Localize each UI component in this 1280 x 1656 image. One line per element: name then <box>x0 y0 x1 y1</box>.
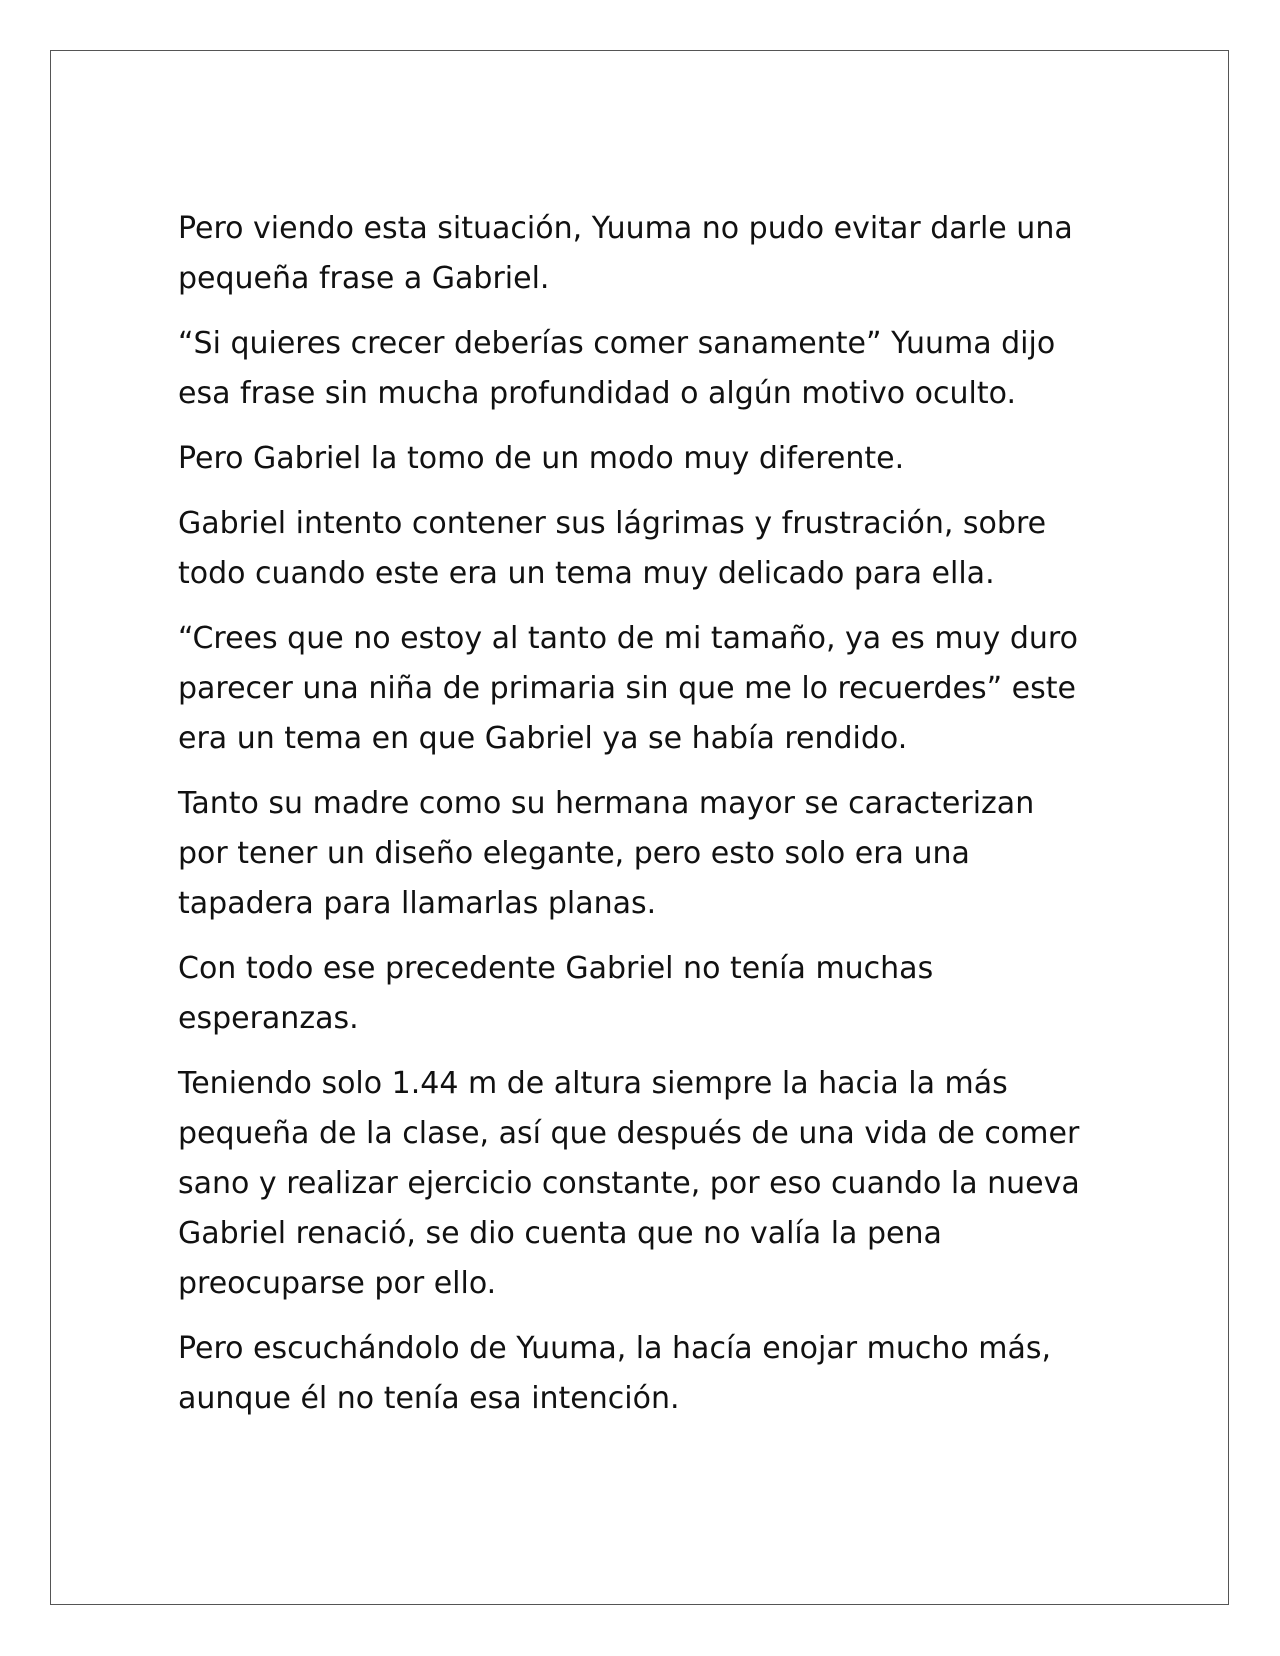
text-line: pequeña de la clase, así que después de una vida de comer <box>178 1116 1080 1151</box>
text-line: esperanzas. <box>178 1001 359 1036</box>
paragraph <box>178 779 1118 929</box>
document-body <box>178 204 1118 1439</box>
text-line: Gabriel intento contener sus lágrimas y frustración, sobre <box>178 506 1047 541</box>
text-line: sano y realizar ejercicio constante, por eso cuando la nueva <box>178 1166 1080 1201</box>
text-line: esa frase sin mucha profundidad o algún motivo oculto. <box>178 376 1016 411</box>
text-line: pequeña frase a Gabriel. <box>178 261 550 296</box>
text-line: Pero viendo esta situación, Yuuma no pudo evitar darle una <box>178 211 1073 246</box>
text-line: Pero Gabriel la tomo de un modo muy diferente. <box>178 441 905 476</box>
text-line: Tanto su madre como su hermana mayor se caracterizan <box>178 786 1035 821</box>
paragraph <box>178 319 1118 419</box>
paragraph <box>178 434 1118 484</box>
paragraph <box>178 499 1118 599</box>
paragraph <box>178 614 1118 764</box>
text-line: Pero escuchándolo de Yuuma, la hacía enojar mucho más, <box>178 1331 1052 1366</box>
text-line: tapadera para llamarlas planas. <box>178 886 657 921</box>
text-line: “Crees que no estoy al tanto de mi tamaño, ya es muy duro <box>178 621 1078 656</box>
text-line: parecer una niña de primaria sin que me lo recuerdes” este <box>178 671 1076 706</box>
text-line: Gabriel renació, se dio cuenta que no valía la pena <box>178 1216 942 1251</box>
text-line: preocuparse por ello. <box>178 1266 497 1301</box>
paragraph <box>178 944 1118 1044</box>
paragraph <box>178 1324 1118 1424</box>
text-line: “Si quieres crecer deberías comer sanamente” Yuuma dijo <box>178 326 1056 361</box>
paragraph <box>178 204 1118 304</box>
text-line: todo cuando este era un tema muy delicado para ella. <box>178 556 995 591</box>
text-line: Teniendo solo 1.44 m de altura siempre la hacia la más <box>178 1066 1008 1101</box>
text-line: por tener un diseño elegante, pero esto solo era una <box>178 836 970 871</box>
paragraph <box>178 1059 1118 1309</box>
text-line: aunque él no tenía esa intención. <box>178 1381 680 1416</box>
text-line: era un tema en que Gabriel ya se había rendido. <box>178 721 908 756</box>
text-line: Con todo ese precedente Gabriel no tenía muchas <box>178 951 934 986</box>
